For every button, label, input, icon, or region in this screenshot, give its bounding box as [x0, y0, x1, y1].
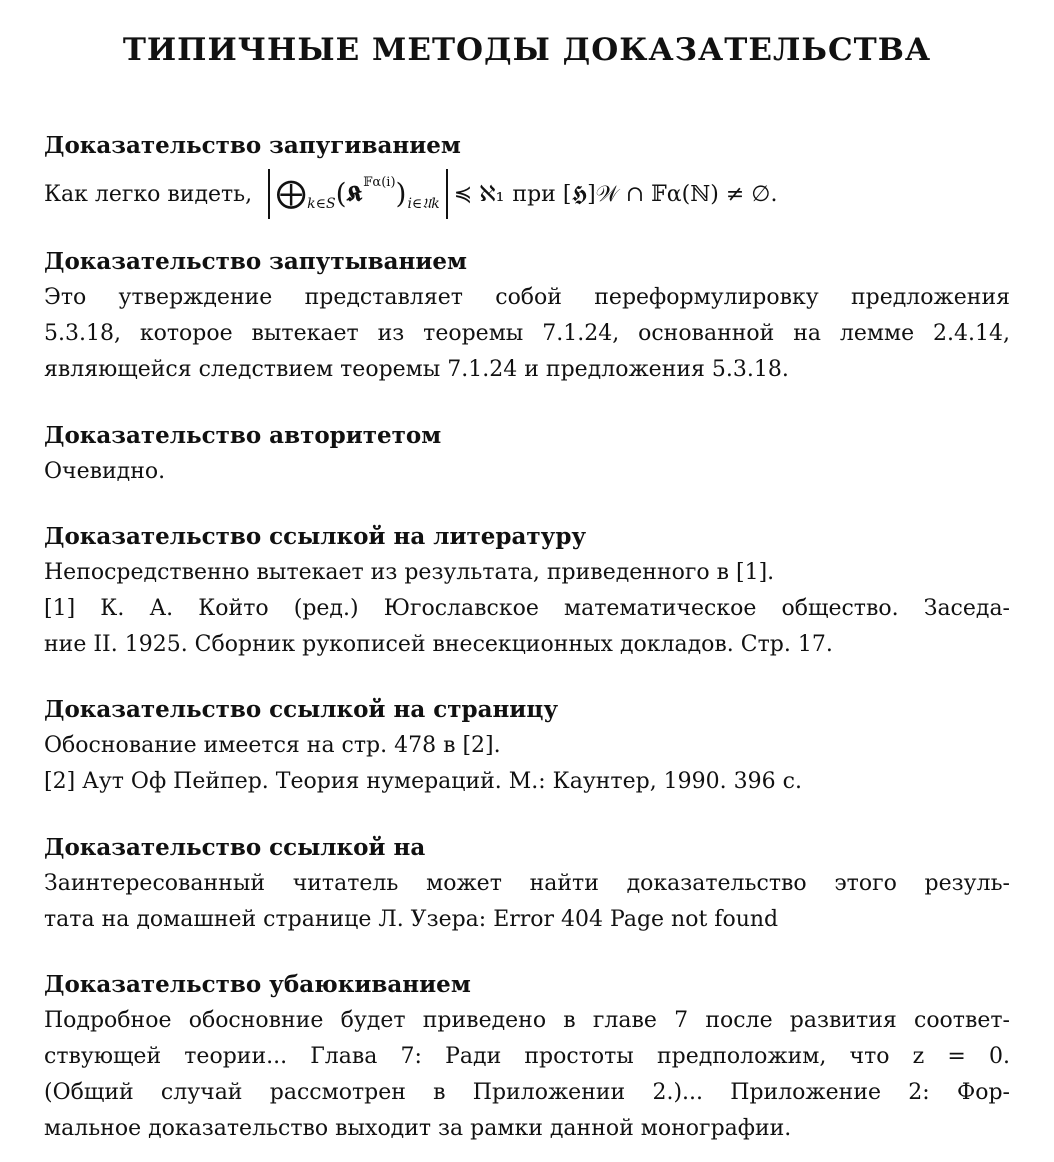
paragraph-line: Непосредственно вытекает из результата, приведенного в [1].: [44, 560, 775, 585]
paragraph-line: (Общий случай рассмотрен в Приложении 2.)... Приложение 2: Фор-: [44, 1080, 1010, 1105]
paragraph-line: 5.3.18, которое вытекает из теоремы 7.1.24, основанной на лемме 2.4.14,: [44, 321, 1010, 346]
page-title: ТИПИЧНЫЕ МЕТОДЫ ДОКАЗАТЕЛЬСТВА: [122, 32, 932, 68]
section-link-reference: [44, 830, 1010, 938]
relation: ≼ ℵ₁: [453, 181, 505, 207]
fraktur-superscript: 𝔽α(i): [363, 174, 396, 190]
reference-line: ние II. 1925. Сборник рукописей внесекционных докладов. Стр. 17.: [44, 632, 833, 657]
paragraph-line: ствующей теории... Глава 7: Ради простоты предположим, что z = 0.: [44, 1044, 1010, 1069]
section-heading: Доказательство ссылкой на: [44, 834, 426, 861]
reference-line: [2] Аут Оф Пейпер. Теория нумераций. М.: Каунтер, 1990. 396 с.: [44, 769, 802, 794]
section-literature: [44, 519, 1010, 663]
paragraph-line: Заинтересованный читатель может найти доказательство этого резуль-: [44, 871, 1010, 896]
paragraph-line: Очевидно.: [44, 459, 166, 484]
fraktur-k: 𝕶: [346, 181, 363, 207]
paragraph-line: Обоснование имеется на стр. 478 в [2].: [44, 733, 501, 758]
tuple-subscript: i∈𝔘k: [407, 196, 440, 212]
section-heading: Доказательство ссылкой на литературу: [44, 523, 587, 550]
paragraph-line: являющейся следствием теоремы 7.1.24 и предложения 5.3.18.: [44, 357, 789, 382]
section-heading: Доказательство убаюкиванием: [44, 971, 471, 998]
section-heading: Доказательство ссылкой на страницу: [44, 696, 559, 723]
math-formula: [262, 169, 777, 219]
section-heading: Доказательство запугиванием: [44, 132, 461, 159]
section-authority: [44, 418, 1010, 490]
paragraph-line: тата на домашней странице Л. Узера: Error 404 Page not found: [44, 907, 779, 932]
abs-bar-right: [446, 169, 448, 219]
close-paren: ): [395, 177, 407, 210]
direct-sum-subscript: k∈S: [307, 196, 336, 212]
abs-bar-left: [268, 169, 270, 219]
section-lullaby: [44, 967, 1010, 1147]
section-page-reference: [44, 692, 1010, 800]
paragraph-line: мальное доказательство выходит за рамки данной монографии.: [44, 1116, 792, 1141]
formula-line: [44, 164, 1010, 224]
direct-sum-symbol: ⨁: [276, 176, 307, 211]
paragraph-line: Подробное обосновние будет приведено в главе 7 после развития соответ-: [44, 1008, 1010, 1033]
open-paren: (: [335, 177, 347, 210]
formula-tail: при [𝕳]𝒲 ∩ 𝔽α(ℕ) ≠ ∅.: [512, 181, 778, 207]
section-intimidation: [44, 128, 1010, 224]
reference-line: [1] К. А. Който (ред.) Югославское математическое общество. Заседа-: [44, 596, 1010, 621]
section-heading: Доказательство авторитетом: [44, 422, 442, 449]
section-confusion: [44, 244, 1010, 388]
section-heading: Доказательство запутыванием: [44, 248, 468, 275]
formula-lead: Как легко видеть,: [44, 181, 253, 207]
paragraph-line: Это утверждение представляет собой переформулировку предложения: [44, 285, 1010, 310]
